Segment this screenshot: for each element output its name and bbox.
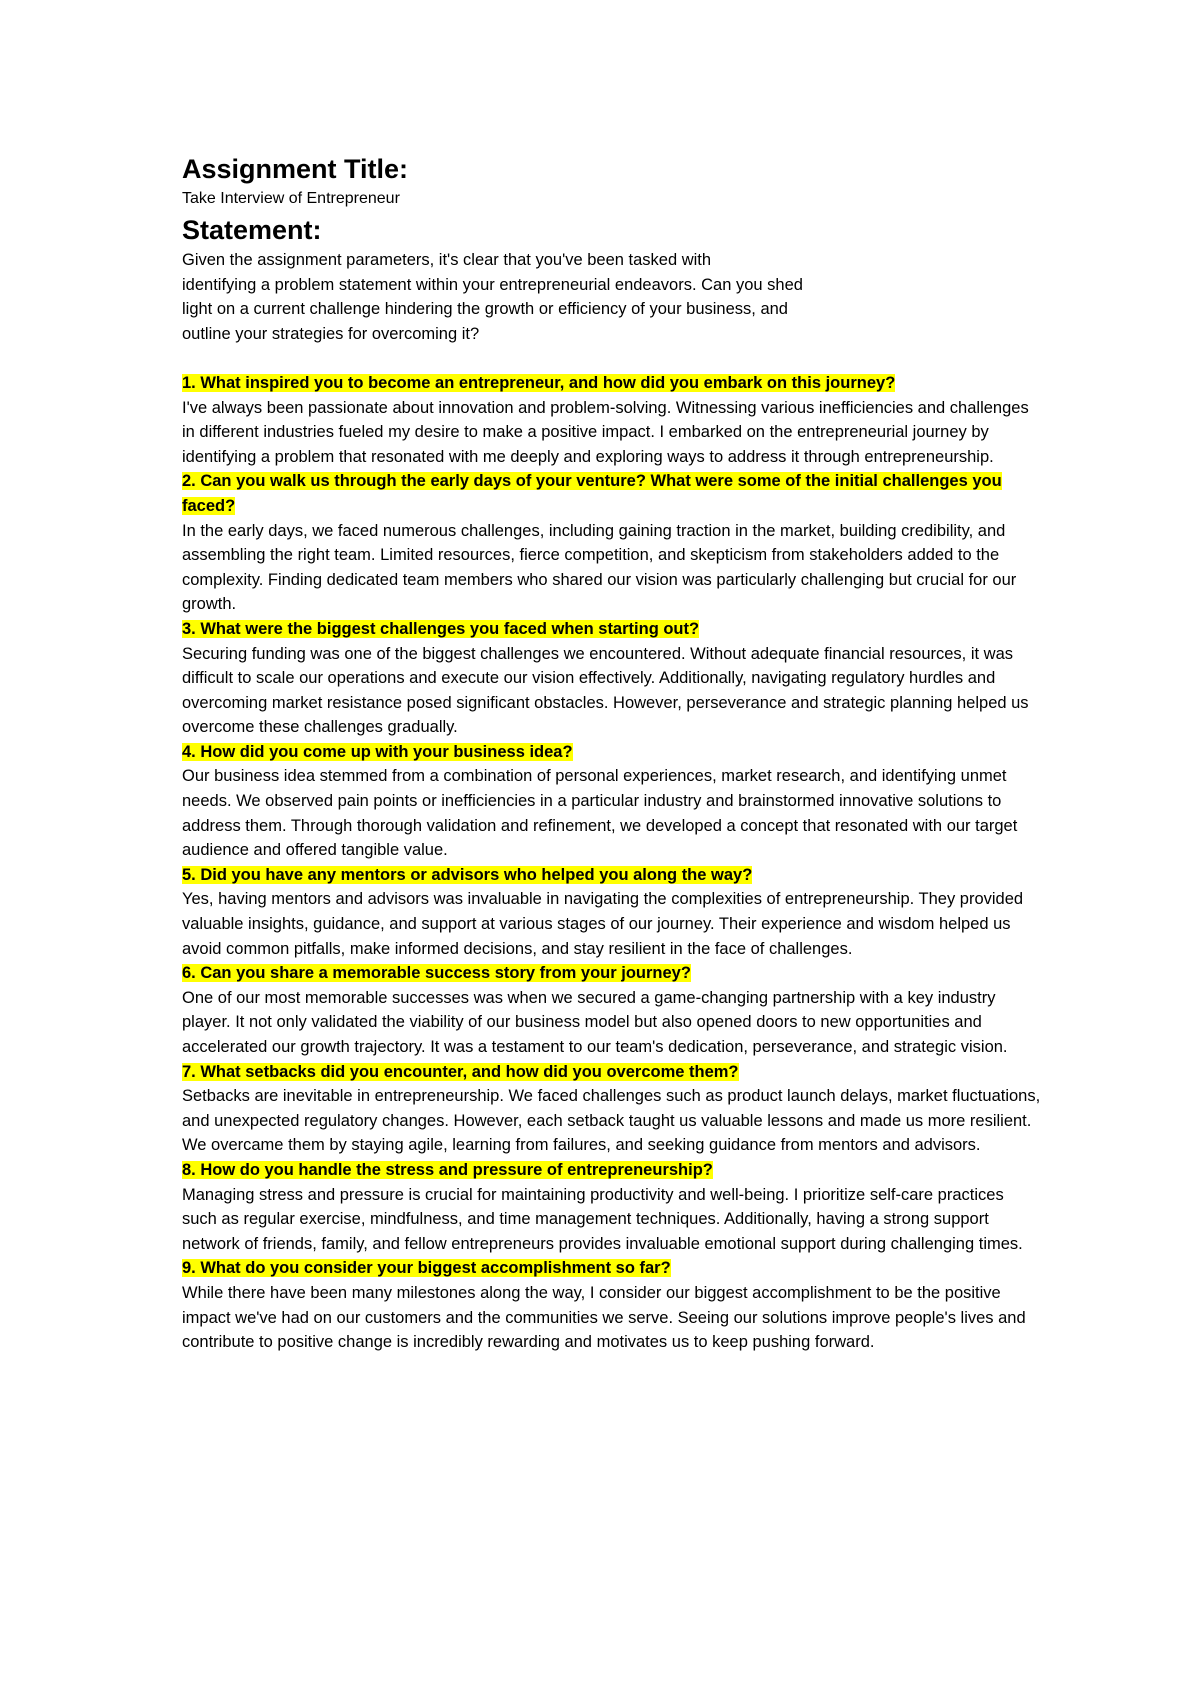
question-highlight: 4. How did you come up with your business idea? [182, 742, 573, 761]
qa-item-9 [182, 1256, 1042, 1354]
statement-line: light on a current challenge hindering the growth or efficiency of your business, and [182, 300, 788, 319]
statement-heading: Statement: [182, 215, 322, 245]
statement-line: identifying a problem statement within your entrepreneurial endeavors. Can you shed [182, 275, 803, 294]
answer: In the early days, we faced numerous challenges, including gaining traction in the market, building credibility, and assembling the right team. Limited resources, fierce competition, and skepticism from stakeholders added to the complexity. Finding dedicated team members who shared our vision was particularly challenging but crucial for our growth. [182, 521, 1017, 614]
answer: Securing funding was one of the biggest challenges we encountered. Without adequate financial resources, it was difficult to scale our operations and execute our vision effectively. Additionally, navigating regulatory hurdles and overcoming market resistance posed significant obstacles. However, perseverance and strategic planning helped us overcome these challenges gradually. [182, 644, 1029, 737]
question-highlight: 9. What do you consider your biggest accomplishment so far? [182, 1259, 671, 1278]
qa-item-1 [182, 371, 1042, 469]
question-highlight: 8. How do you handle the stress and pressure of entrepreneurship? [182, 1160, 713, 1179]
document-body [182, 152, 1042, 1355]
qa-item-6 [182, 961, 1042, 1059]
answer: Setbacks are inevitable in entrepreneurship. We faced challenges such as product launch delays, market fluctuations, and unexpected regulatory changes. However, each setback taught us valuable lessons and made us more resilient. We overcame them by staying agile, learning from failures, and seeking guidance from mentors and advisors. [182, 1087, 1041, 1155]
question [182, 740, 1042, 765]
qa-item-2 [182, 469, 1042, 617]
qa-item-5 [182, 863, 1042, 961]
question [182, 1060, 1042, 1085]
question [182, 961, 1042, 986]
answer: Yes, having mentors and advisors was invaluable in navigating the complexities of entrepreneurship. They provided valuable insights, guidance, and support at various stages of our journey. Their experience and wisdom helped us avoid common pitfalls, make informed decisions, and stay resilient in the face of challenges. [182, 890, 1024, 958]
qa-item-7 [182, 1060, 1042, 1158]
question-highlight: 6. Can you share a memorable success story from your journey? [182, 964, 691, 983]
question [182, 371, 1042, 396]
qa-item-3 [182, 617, 1042, 740]
qa-item-4 [182, 740, 1042, 863]
question [182, 1256, 1042, 1281]
question-highlight: 7. What setbacks did you encounter, and how did you overcome them? [182, 1062, 739, 1081]
answer: One of our most memorable successes was when we secured a game-changing partnership with a key industry player. It not only validated the viability of our business model but also opened doors to new opportunities and accelerated our growth trajectory. It was a testament to our team's dedication, perseverance, and strategic vision. [182, 988, 1008, 1056]
qa-item-8 [182, 1158, 1042, 1256]
question-highlight: 3. What were the biggest challenges you faced when starting out? [182, 619, 700, 638]
question [182, 617, 1042, 642]
assignment-title-heading: Assignment Title: [182, 154, 409, 184]
question [182, 863, 1042, 888]
question [182, 1158, 1042, 1183]
assignment-title-value: Take Interview of Entrepreneur [182, 190, 400, 207]
statement-line: outline your strategies for overcoming it? [182, 324, 480, 343]
answer: While there have been many milestones along the way, I consider our biggest accomplishment to be the positive impact we've had on our customers and the communities we serve. Seeing our solutions improve people's lives and contribute to positive change is incredibly rewarding and motivates us to keep pushing forward. [182, 1283, 1026, 1352]
answer: I've always been passionate about innovation and problem-solving. Witnessing various inefficiencies and challenges in different industries fueled my desire to make a positive impact. I embarked on the entrepreneurial journey by identifying a problem that resonated with me deeply and exploring ways to address it through entrepreneurship. [182, 398, 1029, 466]
statement-text [182, 248, 1042, 346]
statement-line: Given the assignment parameters, it's clear that you've been tasked with [182, 251, 712, 269]
answer: Our business idea stemmed from a combination of personal experiences, market research, and identifying unmet needs. We observed pain points or inefficiencies in a particular industry and brainstormed innovative solutions to address them. Through thorough validation and refinement, we developed a concept that resonated with our target audience and offered tangible value. [182, 767, 1018, 860]
answer: Managing stress and pressure is crucial for maintaining productivity and well-being. I prioritize self-care practices such as regular exercise, mindfulness, and time management techniques. Additionally, having a strong support network of friends, family, and fellow entrepreneurs provides invaluable emotional support during challenging times. [182, 1185, 1023, 1253]
question [182, 469, 1042, 518]
question-highlight: 1. What inspired you to become an entrepreneur, and how did you embark on this journey? [182, 373, 896, 392]
question-highlight: 2. Can you walk us through the early days of your venture? What were some of the initial challenges you faced? [182, 472, 1002, 515]
question-highlight: 5. Did you have any mentors or advisors who helped you along the way? [182, 865, 753, 884]
